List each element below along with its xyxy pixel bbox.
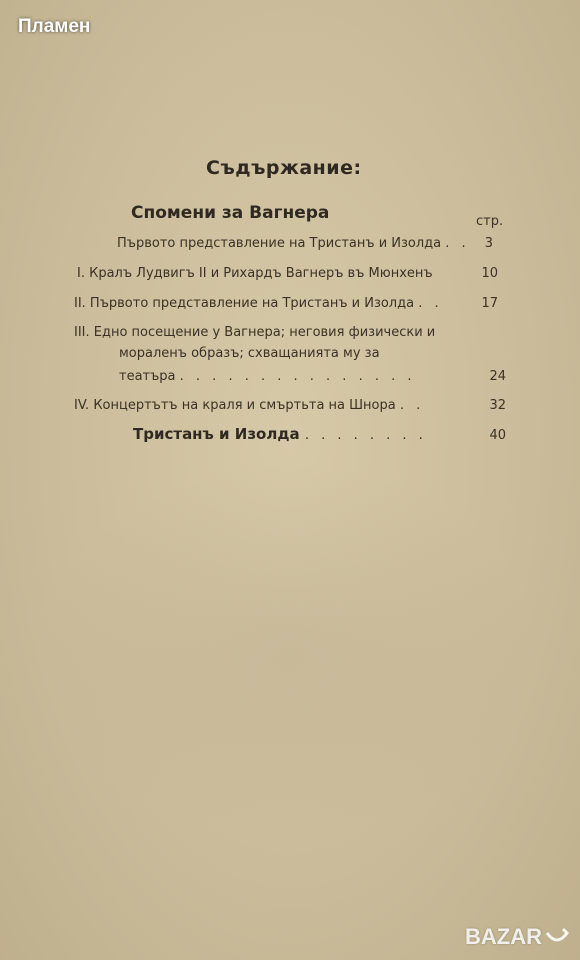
page-title: Съдържание:	[206, 157, 362, 179]
toc-page-number: 32	[489, 398, 506, 413]
toc-entry-text: I. Кралъ Лудвигъ II и Рихардъ Вагнеръ въ Мюнхенъ	[77, 266, 433, 281]
smile-icon	[544, 927, 570, 947]
toc-entry-text: III. Едно посещение у Вагнера; неговия физически и	[74, 325, 436, 340]
toc-entry-continuation	[119, 346, 380, 361]
toc-entry-dots: . . . . . . . .	[304, 428, 427, 443]
toc-entry	[74, 325, 435, 340]
watermark-text: BAZAR	[465, 924, 542, 949]
toc-entry	[74, 398, 424, 413]
toc-page-number: 40	[489, 428, 506, 443]
toc-page-number: 3	[484, 236, 493, 251]
toc-entry-text: IV. Концертътъ на краля и смъртьта на Шнора	[74, 398, 396, 413]
toc-entry-text: II. Първото представление на Тристанъ и Изолда	[74, 296, 415, 311]
toc-entry-text: Тристанъ и Изолда	[133, 425, 300, 443]
toc-entry-dots: . .	[399, 398, 425, 413]
page-column-label: стр.	[476, 214, 504, 229]
section-heading: Спомени за Вагнера	[131, 203, 330, 223]
toc-page-number: 24	[489, 369, 506, 384]
toc-entry	[133, 425, 427, 443]
toc-entry	[117, 236, 470, 251]
toc-page-number: 17	[481, 296, 498, 311]
toc-entry-dots: . . . . . . . . . . . . . . .	[179, 369, 416, 384]
toc-entry-dots: . .	[445, 236, 470, 251]
toc-entry-text: Първото представление на Тристанъ и Изолда	[117, 236, 442, 251]
site-label: Пламен	[18, 16, 91, 37]
toc-entry	[74, 296, 443, 311]
toc-entry-text: мораленъ образъ; схващанията му за	[119, 346, 380, 361]
toc-entry-continuation	[119, 369, 416, 384]
toc-entry-text: театъра	[119, 369, 176, 384]
toc-page-number: 10	[481, 266, 498, 281]
toc-entry-dots: . .	[418, 296, 443, 311]
toc-entry	[77, 266, 433, 281]
bazar-watermark	[465, 924, 570, 950]
